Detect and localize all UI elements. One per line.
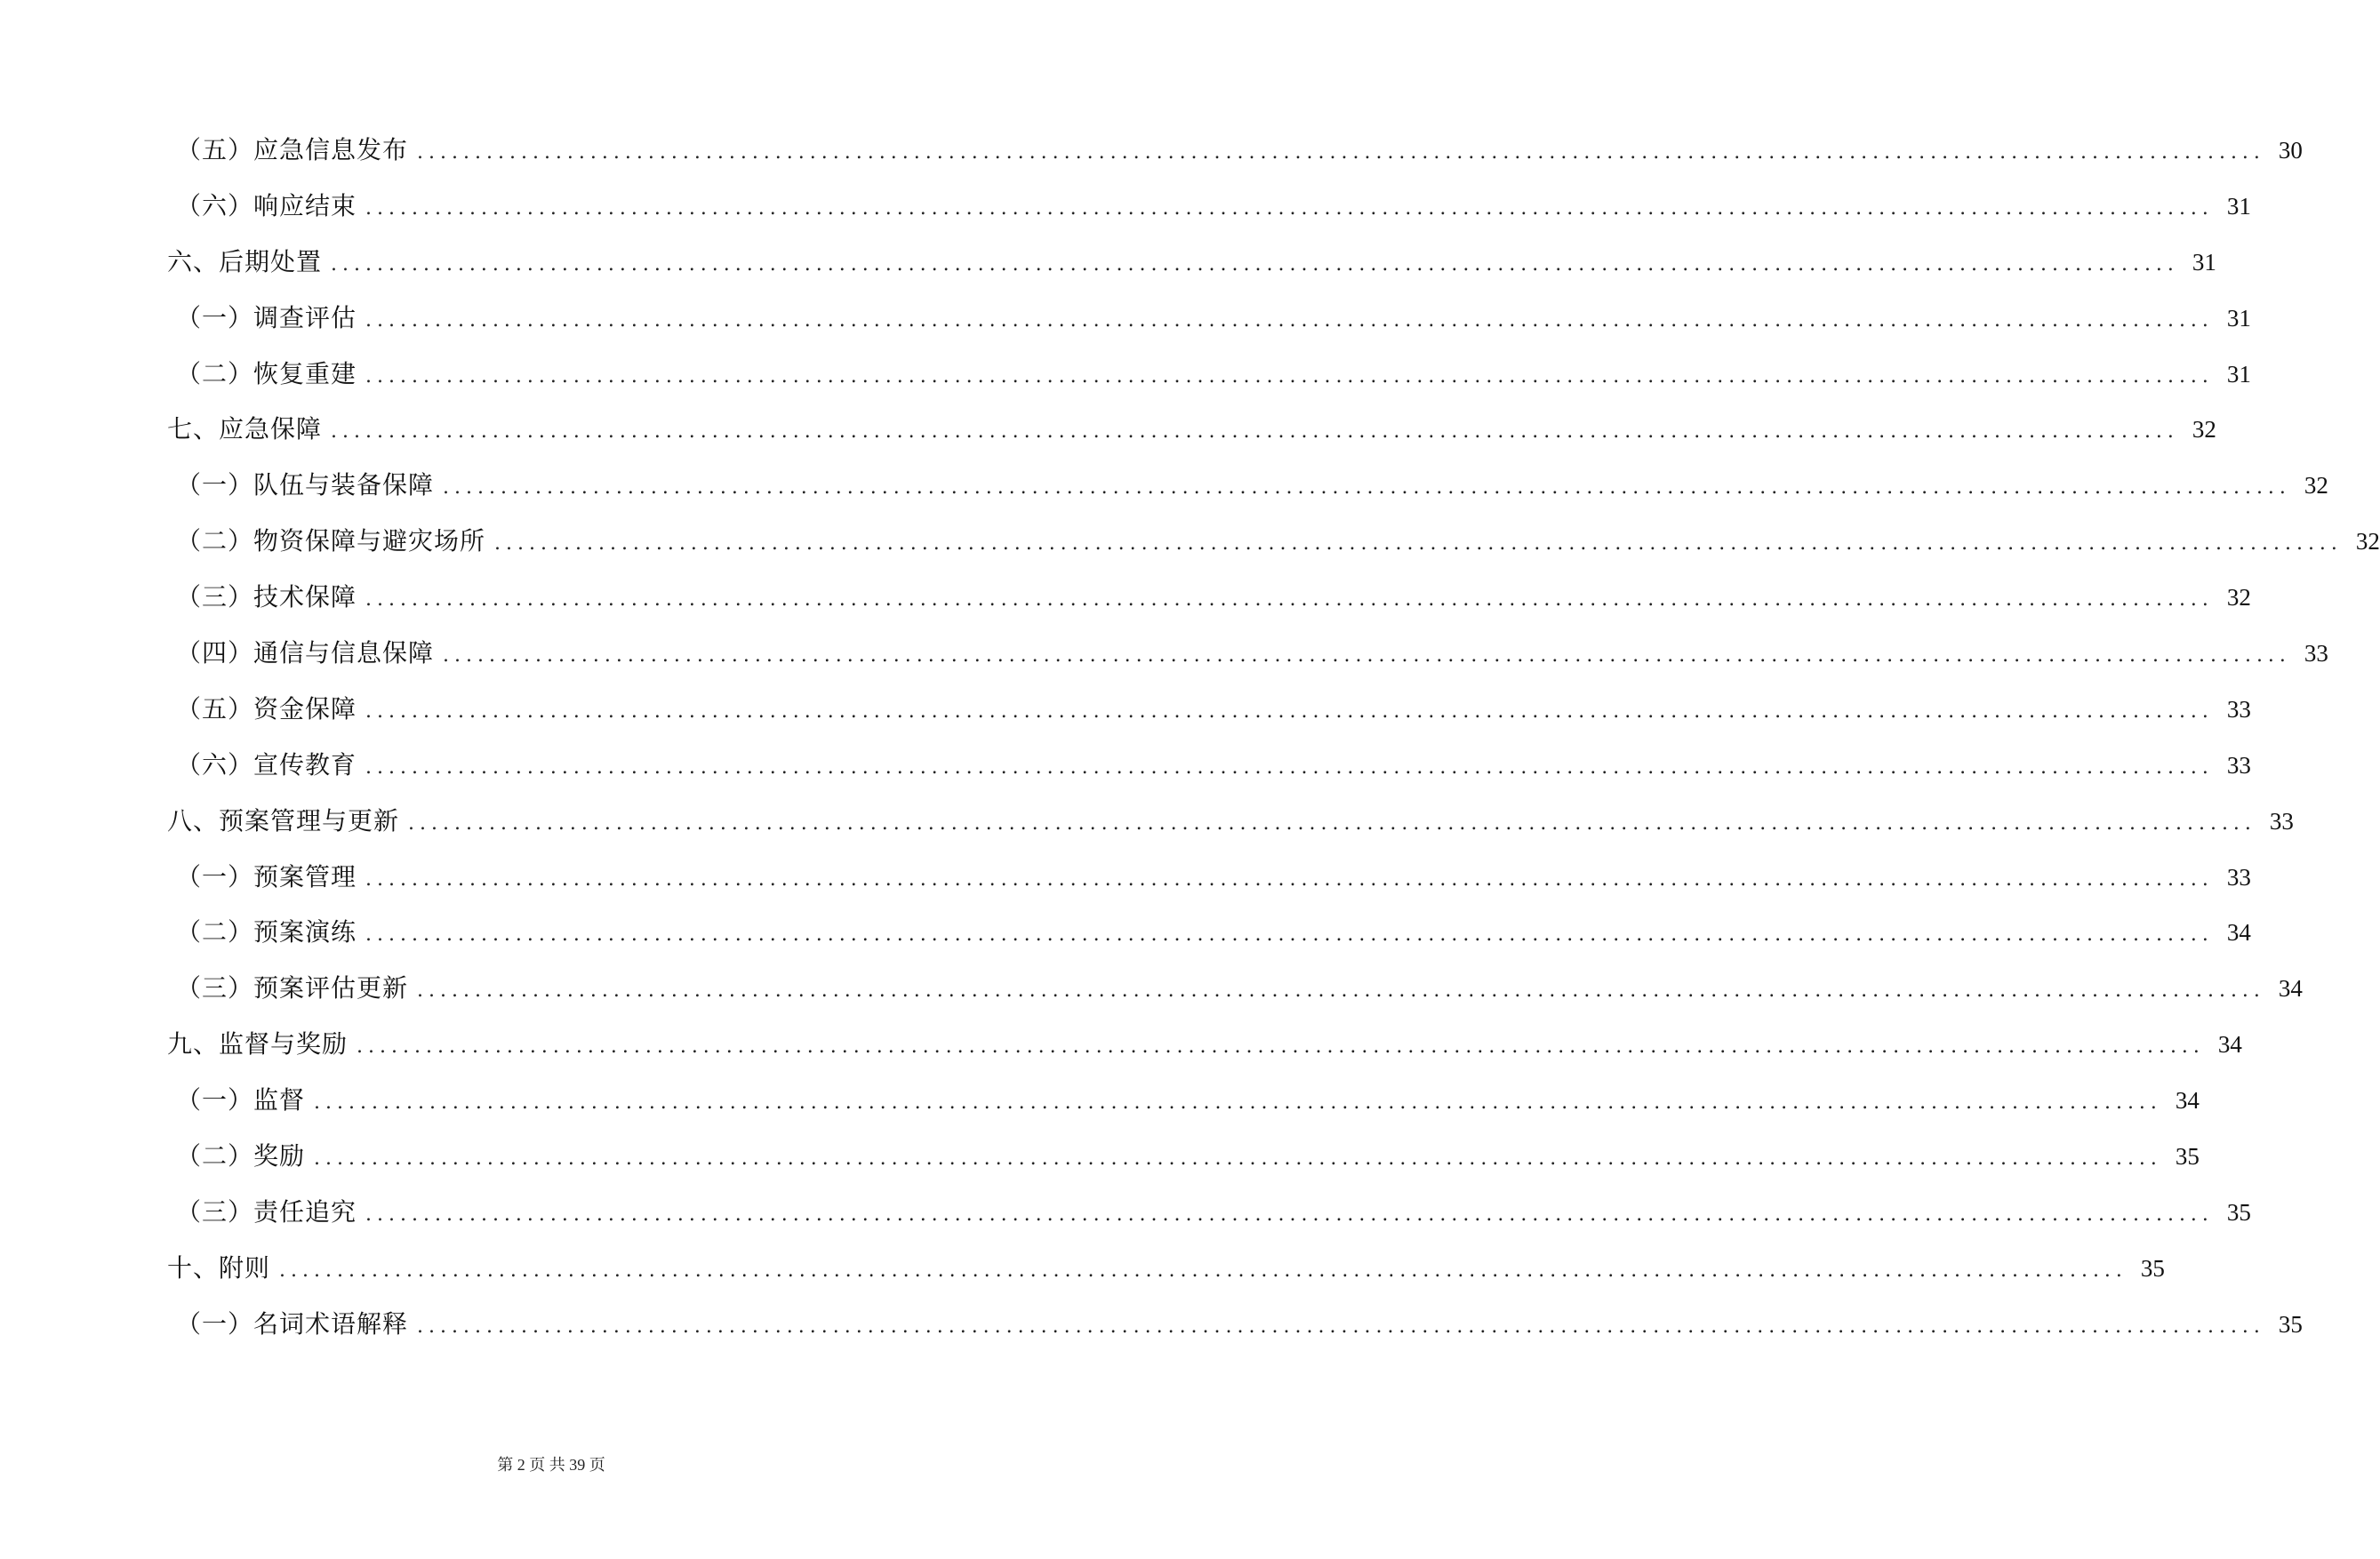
toc-entry[interactable] (167, 638, 2328, 697)
toc-entry-page-number: 35 (2175, 1143, 2200, 1171)
toc-dot-leader: ................................................................................................................................................................ (331, 252, 2179, 276)
toc-dot-leader: ................................................................................................................................................................ (365, 196, 2214, 220)
toc-entry-page-number: 31 (2226, 304, 2251, 332)
toc-entry-page-number: 33 (2226, 863, 2251, 891)
toc-entry[interactable] (167, 749, 2251, 809)
toc-dot-leader: ................................................................................................................................................................ (443, 476, 2291, 500)
toc-entry[interactable] (167, 805, 2294, 865)
toc-entry-page-number: 32 (2355, 528, 2380, 556)
toc-entry-title: 六、后期处置 (167, 246, 323, 276)
toc-entry-page-number: 33 (2304, 640, 2328, 668)
toc-entry-page-number: 34 (2226, 919, 2251, 947)
toc-entry[interactable] (167, 190, 2251, 250)
toc-dot-leader: ................................................................................................................................................................ (365, 923, 2214, 947)
toc-dot-leader: ................................................................................................................................................................ (417, 1315, 2265, 1338)
toc-entry-page-number: 32 (2192, 416, 2216, 444)
toc-dot-leader: ................................................................................................................................................................ (365, 756, 2214, 779)
toc-entry-title: （一）监督 (176, 1085, 306, 1115)
toc-entry[interactable] (167, 1029, 2242, 1088)
toc-dot-leader: ................................................................................................................................................................ (314, 1091, 2162, 1115)
toc-dot-leader: ................................................................................................................................................................ (314, 1147, 2162, 1171)
toc-entry-title: （一）调查评估 (176, 302, 357, 332)
toc-entry[interactable] (167, 1308, 2303, 1368)
toc-entry-title: （五）应急信息发布 (176, 135, 409, 164)
toc-entry[interactable] (167, 582, 2251, 641)
toc-dot-leader: ................................................................................................................................................................ (443, 644, 2291, 668)
toc-dot-leader: ................................................................................................................................................................ (365, 308, 2214, 332)
toc-dot-leader: ................................................................................................................................................................ (365, 867, 2214, 891)
toc-dot-leader: ................................................................................................................................................................ (417, 141, 2265, 164)
toc-entry-page-number: 35 (2140, 1254, 2165, 1282)
toc-entry-page-number: 35 (2278, 1310, 2303, 1338)
toc-dot-leader: ................................................................................................................................................................ (365, 1203, 2214, 1226)
toc-entry[interactable] (167, 470, 2328, 529)
toc-entry[interactable] (167, 693, 2251, 753)
toc-entry-title: （二）恢复重建 (176, 358, 357, 388)
toc-entry-page-number: 34 (2217, 1031, 2242, 1059)
toc-entry-title: 八、预案管理与更新 (167, 805, 400, 835)
toc-entry-title: （三）责任追究 (176, 1196, 357, 1227)
toc-entry-page-number: 30 (2278, 137, 2303, 164)
toc-entry-title: （二）预案演练 (176, 917, 357, 947)
toc-entry[interactable] (167, 358, 2251, 418)
toc-entry-title: （二）奖励 (176, 1141, 306, 1171)
toc-entry-title: （三）技术保障 (176, 582, 357, 612)
toc-entry-title: （五）资金保障 (176, 693, 357, 724)
toc-entry-page-number: 32 (2226, 584, 2251, 612)
toc-entry-title: 九、监督与奖励 (167, 1029, 349, 1059)
toc-entry-page-number: 33 (2226, 751, 2251, 779)
toc-entry[interactable] (167, 1196, 2251, 1256)
toc-entry[interactable] (167, 973, 2303, 1032)
toc-entry[interactable] (167, 302, 2251, 362)
toc-dot-leader: ................................................................................................................................................................ (365, 364, 2214, 388)
toc-entry[interactable] (167, 1252, 2165, 1312)
toc-dot-leader: ................................................................................................................................................................ (331, 420, 2179, 444)
toc-dot-leader: ................................................................................................................................................................ (279, 1259, 2128, 1282)
toc-entry-page-number: 33 (2269, 807, 2294, 835)
toc-dot-leader: ................................................................................................................................................................ (408, 811, 2256, 835)
toc-entry-title: （四）通信与信息保障 (176, 638, 435, 668)
toc-entry-title: 十、附则 (167, 1252, 271, 1283)
toc-entry[interactable] (167, 861, 2251, 921)
table-of-contents (167, 135, 2380, 1368)
toc-entry-page-number: 31 (2226, 360, 2251, 388)
toc-dot-leader: ................................................................................................................................................................ (365, 700, 2214, 723)
toc-entry-page-number: 34 (2175, 1087, 2200, 1115)
toc-entry[interactable] (167, 414, 2216, 473)
toc-entry-page-number: 35 (2226, 1198, 2251, 1226)
toc-entry-page-number: 31 (2226, 192, 2251, 220)
toc-entry[interactable] (167, 1085, 2200, 1144)
toc-entry[interactable] (167, 135, 2303, 194)
toc-dot-leader: ................................................................................................................................................................ (417, 979, 2265, 1003)
toc-entry[interactable] (167, 246, 2216, 306)
toc-entry[interactable] (167, 1141, 2200, 1200)
toc-entry-title: 七、应急保障 (167, 414, 323, 444)
toc-dot-leader: ................................................................................................................................................................ (494, 532, 2343, 556)
page-footer: 第 2 页 共 39 页 (497, 1456, 605, 1474)
toc-entry-page-number: 32 (2304, 472, 2328, 500)
toc-entry[interactable] (167, 526, 2380, 585)
toc-entry-title: （一）队伍与装备保障 (176, 470, 435, 500)
toc-entry-title: （六）响应结束 (176, 190, 357, 220)
toc-entry-title: （六）宣传教育 (176, 749, 357, 780)
toc-entry-page-number: 34 (2278, 975, 2303, 1003)
toc-entry[interactable] (167, 917, 2251, 976)
toc-entry-title: （一）预案管理 (176, 861, 357, 891)
toc-entry-page-number: 33 (2226, 695, 2251, 723)
toc-entry-title: （二）物资保障与避灾场所 (176, 526, 486, 556)
toc-entry-title: （三）预案评估更新 (176, 973, 409, 1003)
toc-dot-leader: ................................................................................................................................................................ (365, 588, 2214, 612)
toc-dot-leader: ................................................................................................................................................................ (357, 1035, 2205, 1059)
toc-entry-title: （一）名词术语解释 (176, 1308, 409, 1339)
toc-entry-page-number: 31 (2192, 248, 2216, 276)
